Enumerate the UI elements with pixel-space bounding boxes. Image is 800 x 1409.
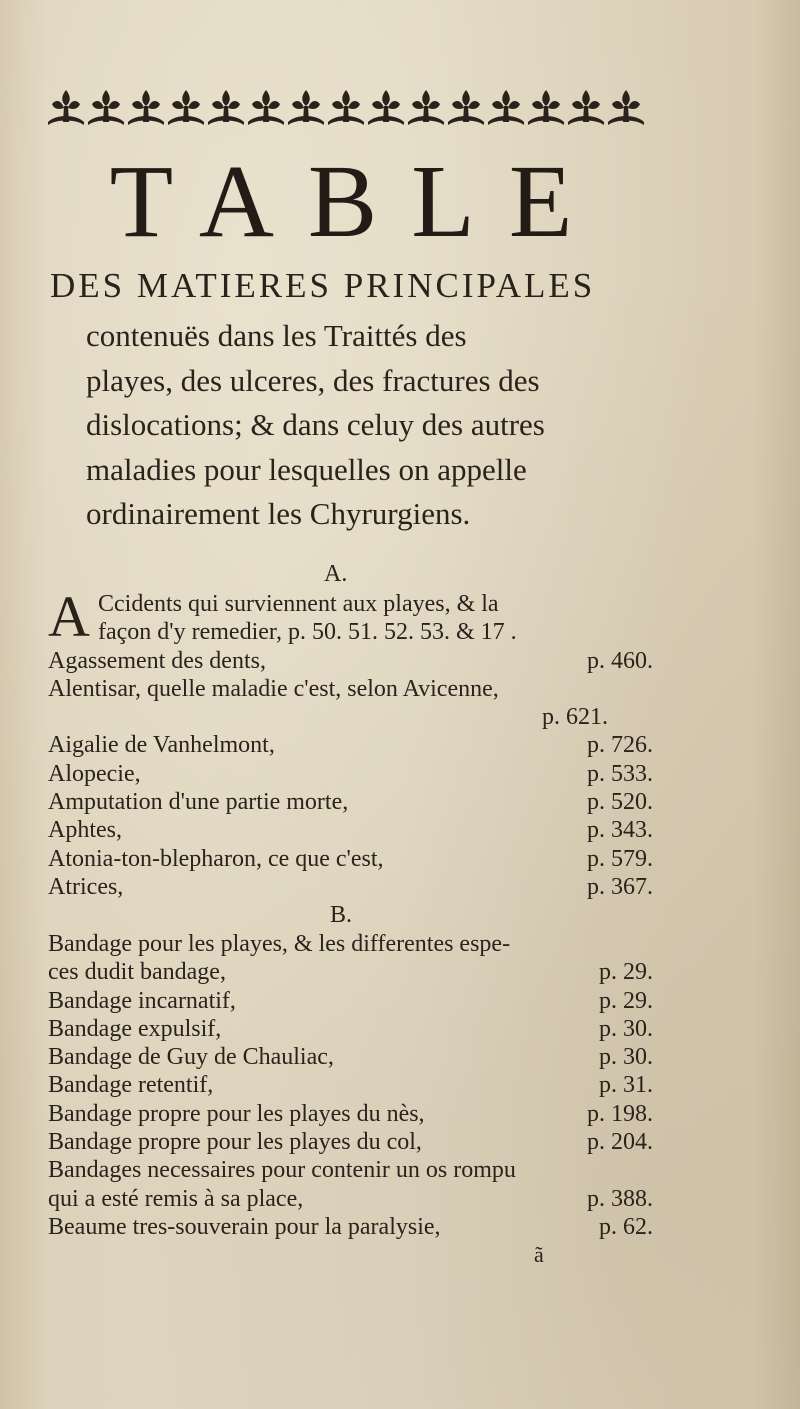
fleuron-motif (128, 90, 164, 125)
fleuron-motif (168, 90, 204, 125)
entry-text: Bandage retentif, (48, 1072, 214, 1099)
description-line: contenuës dans les Traittés des (86, 318, 467, 353)
entry-page-ref: p. 204. (587, 1129, 653, 1156)
entry-text: Atrices, (48, 873, 124, 900)
index-entry (48, 675, 653, 703)
entry-text: Bandages necessaires pour contenir un os rompu (48, 1157, 516, 1184)
index-entry (48, 760, 653, 788)
fleuron-motif (568, 90, 604, 125)
signature-mark: ã (534, 1242, 544, 1267)
index-entry (48, 1128, 653, 1156)
fleuron-motif (288, 90, 324, 125)
index-entry (48, 788, 653, 816)
entry-text: Aphtes, (48, 817, 122, 844)
entry-text: Atonia-ton-blepharon, ce que c'est, (48, 845, 384, 872)
index-entry (48, 873, 653, 901)
section-heading-b: B. (330, 902, 353, 928)
index-entry (48, 987, 653, 1015)
entry-text: Beaume tres-souverain pour la paralysie, (48, 1213, 441, 1240)
entry-page-ref: p. 30. (599, 1015, 653, 1042)
fleuron-motif (448, 90, 484, 125)
entry-page-ref: p. 31. (599, 1072, 653, 1099)
entry-page-ref: p. 29. (599, 959, 653, 986)
index-entry (48, 1100, 653, 1128)
entry-text: Amputation d'une partie morte, (48, 789, 349, 816)
entry-page-ref: p. 460. (587, 647, 653, 674)
fleuron-motif (408, 90, 444, 125)
entry-text: Aigalie de Vanhelmont, (48, 732, 275, 759)
description-line: ordinairement les Chyrurgiens. (86, 496, 471, 531)
entry-page-ref: p. 62. (599, 1213, 653, 1240)
index-entry (48, 958, 653, 986)
index-entry (48, 647, 653, 675)
index-entry (48, 1185, 653, 1213)
description-line: dislocations; & dans celuy des autres (86, 407, 545, 442)
entry-text: Bandage incarnatif, (48, 987, 236, 1014)
entry-text: Bandage propre pour les playes du nès, (48, 1100, 425, 1127)
description-line: maladies pour lesquelles on appelle (86, 451, 527, 487)
entry-page-ref: p. 343. (587, 817, 653, 844)
entry-page-ref: p. 29. (599, 987, 653, 1014)
index-entry (48, 1015, 653, 1043)
index-entry (48, 1071, 653, 1099)
fleuron-motif (528, 90, 564, 125)
index-entry (48, 1156, 653, 1184)
index-entry (48, 1213, 653, 1241)
entry-page-ref: p. 30. (599, 1044, 653, 1071)
entry-text: Bandage expulsif, (48, 1015, 222, 1042)
page-subtitle: DES MATIERES PRINCIPALES (50, 266, 596, 305)
fleuron-ornament-band (46, 84, 646, 130)
fleuron-motif (88, 90, 124, 125)
entry-text: Agassement des dents, (48, 647, 266, 674)
fleuron-motif (208, 90, 244, 125)
section-a-entries (48, 584, 653, 901)
entry-page-ref: p. 579. (587, 845, 653, 872)
entry-text: Bandage pour les playes, & les differentes espe- (48, 931, 511, 957)
fleuron-motif (328, 90, 364, 125)
entry-text: Bandage de Guy de Chauliac, (48, 1044, 334, 1071)
entry-page-ref: p. 621. (542, 704, 608, 731)
entry-text: façon d'y remedier, p. 50. 51. 52. 53. & 17 . (98, 619, 517, 646)
index-entry (48, 1043, 653, 1071)
description-line: playes, des ulceres, des fractures des (86, 362, 540, 398)
fleuron-motif (248, 90, 284, 125)
index-entry (48, 731, 653, 759)
index-entry (48, 816, 653, 844)
drop-capital: A (48, 584, 90, 649)
fleuron-motif (488, 90, 524, 125)
entry-page-ref: p. 367. (587, 873, 653, 900)
index-entry (48, 930, 653, 958)
entry-text: ces dudit bandage, (48, 959, 226, 986)
fleuron-motif (608, 90, 644, 125)
section-b-entries (48, 930, 653, 1241)
entry-page-ref: p. 726. (587, 732, 653, 759)
index-entry (48, 845, 653, 873)
entry-text: qui a esté remis à sa place, (48, 1185, 304, 1212)
entry-page-ref: p. 388. (587, 1185, 653, 1212)
fleuron-motif (48, 90, 84, 125)
entry-text: Alopecie, (48, 760, 141, 787)
index-entry-continuation (48, 703, 653, 731)
entry-page-ref: p. 533. (587, 760, 653, 787)
section-heading-a: A. (324, 561, 348, 587)
first-entry (48, 584, 653, 649)
entry-page-ref: p. 198. (587, 1100, 653, 1127)
entry-text: Bandage propre pour les playes du col, (48, 1129, 422, 1156)
entry-page-ref: p. 520. (587, 789, 653, 816)
fleuron-motif (368, 90, 404, 125)
page-title: TABLE (109, 144, 607, 259)
title-description (86, 314, 646, 537)
entry-text: Alentisar, quelle maladie c'est, selon Avicenne, (48, 675, 499, 702)
entry-text: Ccidents qui surviennent aux playes, & la (98, 591, 499, 617)
